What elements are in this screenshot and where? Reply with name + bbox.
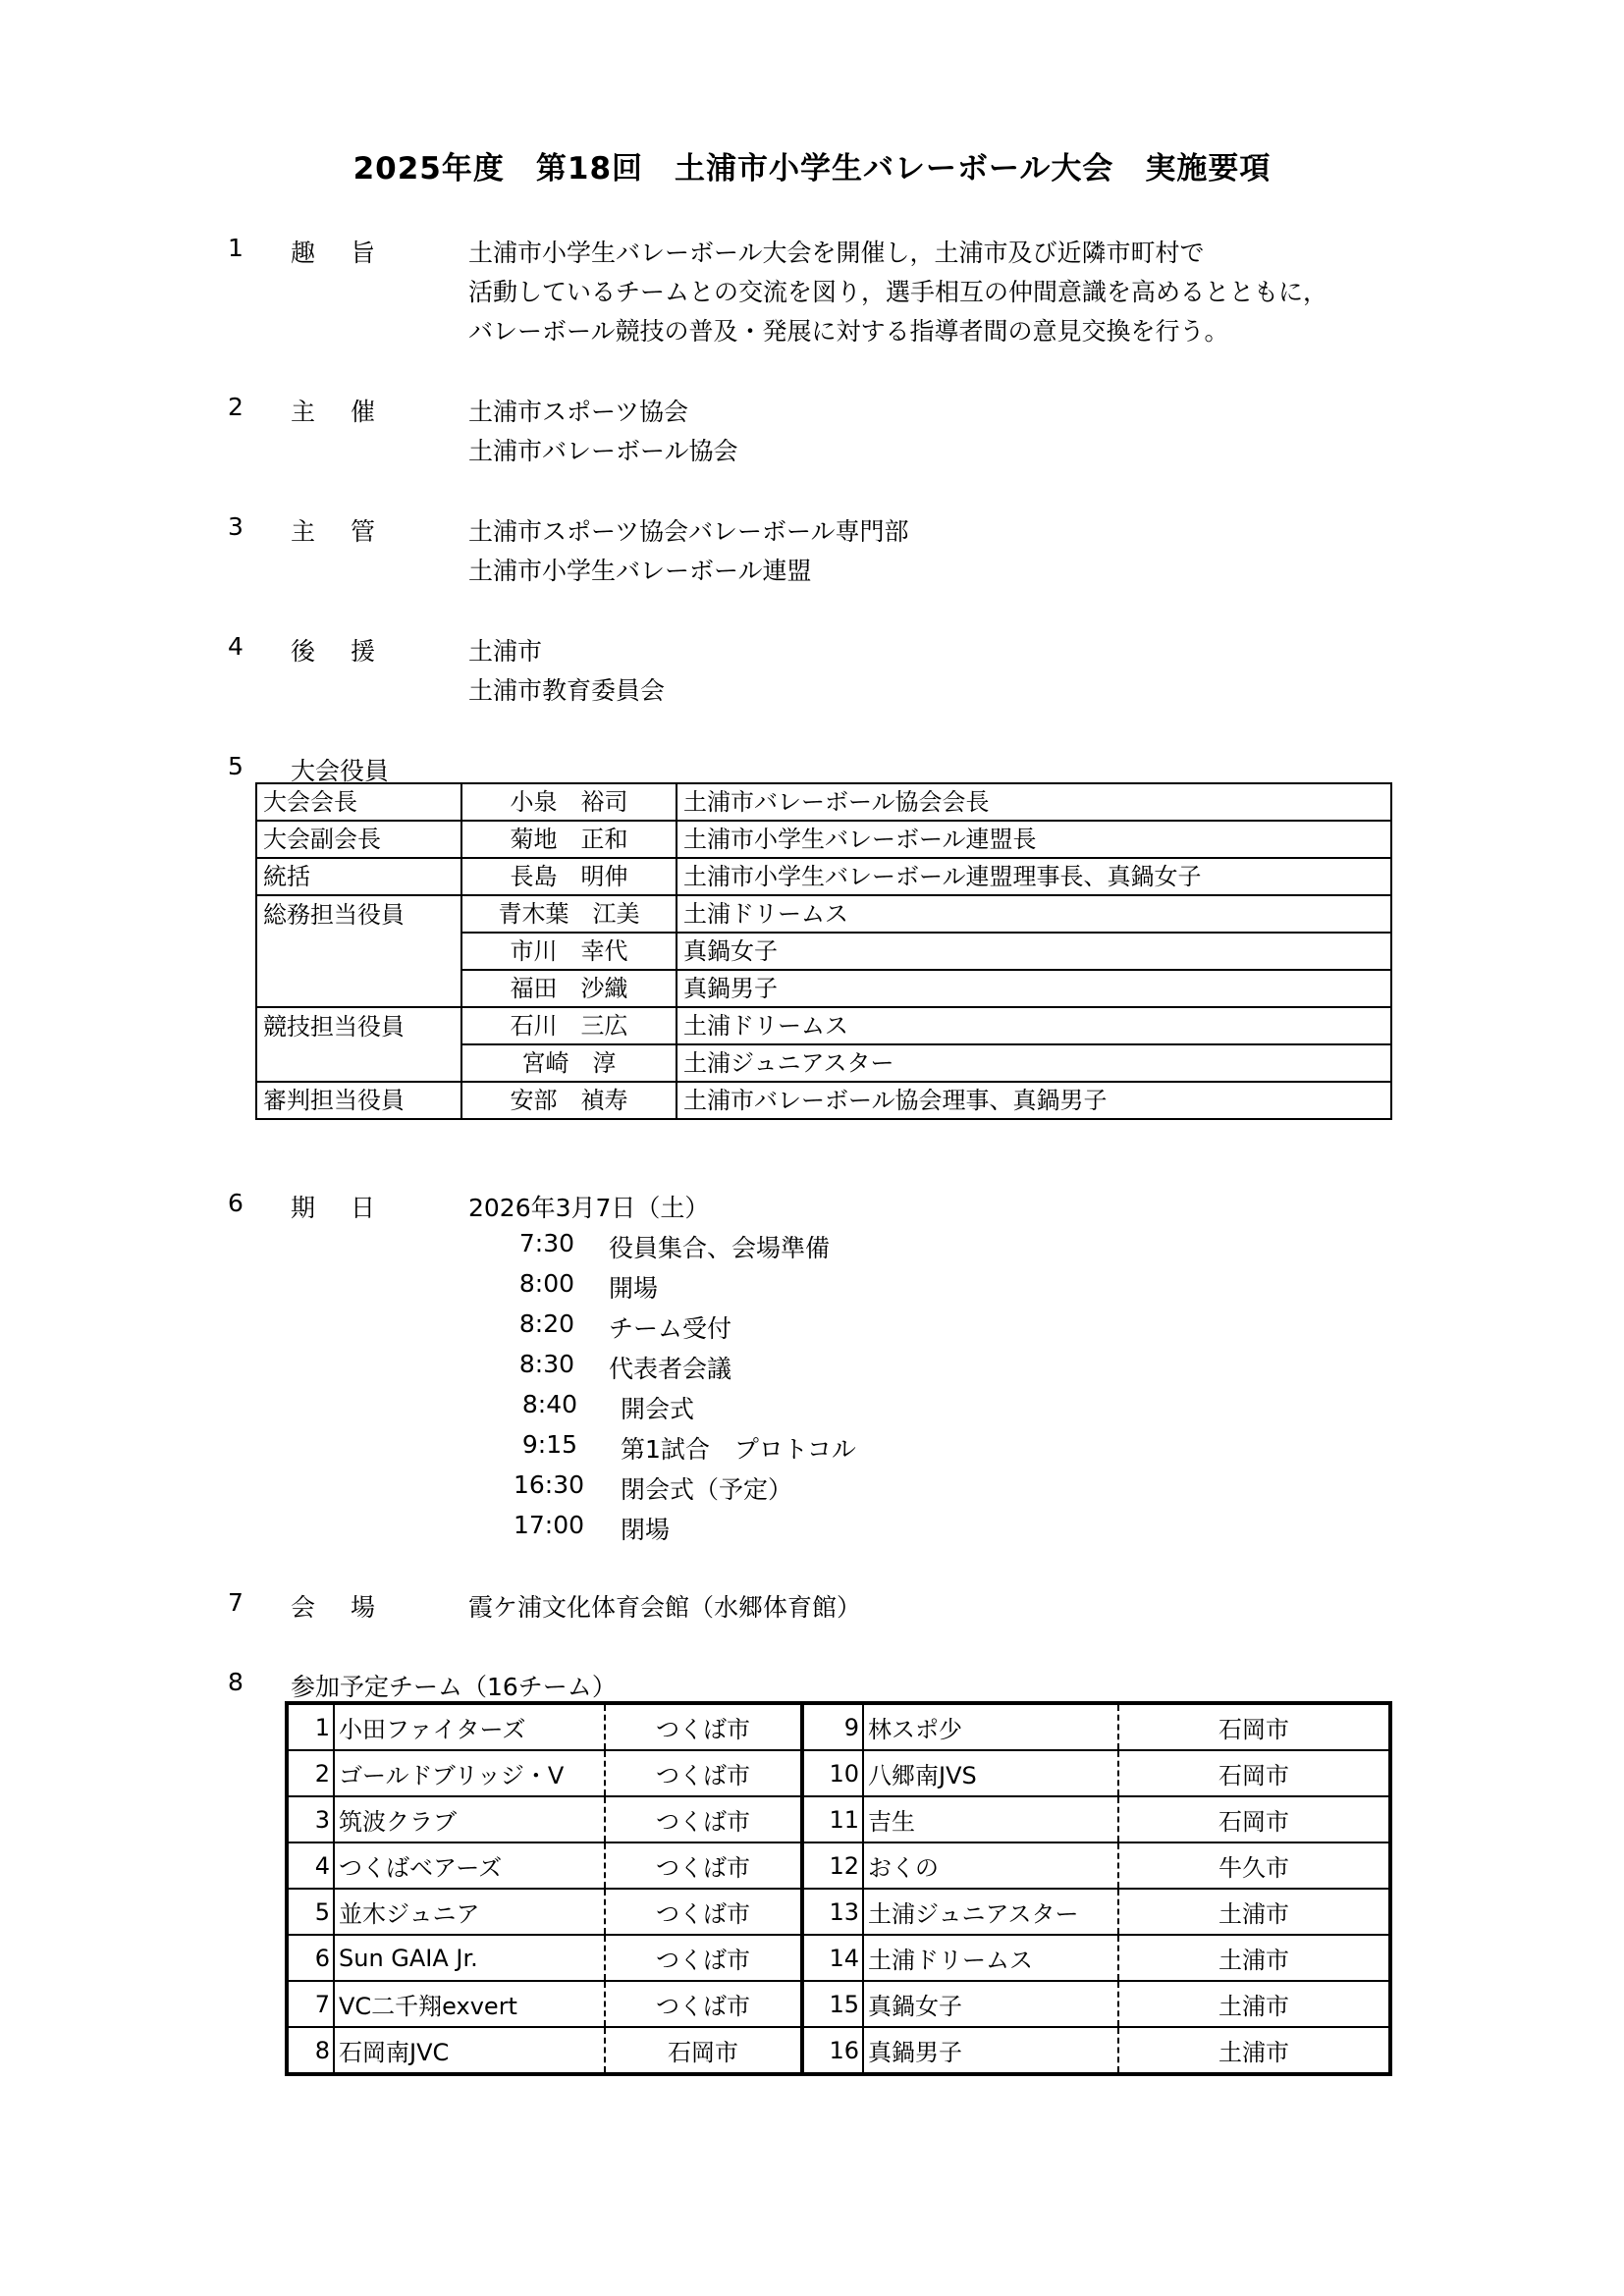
team-city: 土浦市	[1118, 1935, 1390, 1981]
team-name: 土浦ジュニアスター	[863, 1889, 1118, 1935]
schedule-event: 代表者会議	[609, 1355, 732, 1383]
officer-name: 福田 沙織	[461, 970, 677, 1007]
officer-row	[256, 1007, 1391, 1044]
schedule-time: 16:30	[513, 1470, 584, 1499]
schedule-time: 8:40	[521, 1390, 577, 1418]
team-city: 石岡市	[1118, 1796, 1390, 1842]
section-8-heading: 参加予定チーム（16チーム）	[291, 1673, 617, 1701]
schedule-time: 17:00	[513, 1511, 584, 1539]
team-name: 真鍋男子	[863, 2027, 1118, 2074]
officer-name: 小泉 裕司	[461, 783, 677, 821]
team-number: 14	[802, 1935, 863, 1981]
team-number: 11	[802, 1796, 863, 1842]
section-4-heading: 後援	[291, 637, 411, 666]
team-city: 石岡市	[1118, 1703, 1390, 1750]
section-3-number: 3	[228, 512, 244, 541]
section-2-line: 土浦市バレーボール協会	[468, 437, 738, 465]
page-title: 2025年度 第18回 土浦市小学生バレーボール大会 実施要項	[352, 151, 1272, 187]
team-city: つくば市	[605, 1889, 802, 1935]
team-number: 13	[802, 1889, 863, 1935]
officer-row	[256, 821, 1391, 858]
officer-role	[256, 970, 461, 1007]
schedule-time: 8:30	[518, 1350, 574, 1378]
team-name: 並木ジュニア	[334, 1889, 605, 1935]
team-city: 土浦市	[1118, 1889, 1390, 1935]
team-city: つくば市	[605, 1842, 802, 1889]
section-4-line: 土浦市教育委員会	[468, 676, 666, 705]
section-2-heading: 主催	[291, 398, 411, 426]
officer-row	[256, 895, 1391, 933]
officer-name: 菊地 正和	[461, 821, 677, 858]
team-number: 4	[287, 1842, 334, 1889]
officer-role: 審判担当役員	[256, 1082, 461, 1119]
team-name: 小田ファイターズ	[334, 1703, 605, 1750]
officer-role: 大会会長	[256, 783, 461, 821]
team-name: 土浦ドリームス	[863, 1935, 1118, 1981]
officer-name: 市川 幸代	[461, 933, 677, 970]
schedule-event: 閉場	[621, 1516, 671, 1544]
officer-row	[256, 933, 1391, 970]
officer-affiliation: 土浦ドリームス	[677, 1007, 1391, 1044]
officer-row	[256, 858, 1391, 895]
schedule-time: 7:30	[518, 1229, 574, 1257]
officer-affiliation: 土浦市バレーボール協会会長	[677, 783, 1391, 821]
officer-affiliation: 土浦ジュニアスター	[677, 1044, 1391, 1082]
team-row	[287, 1750, 1390, 1796]
officer-row	[256, 783, 1391, 821]
team-city: つくば市	[605, 1750, 802, 1796]
section-2-number: 2	[228, 393, 244, 421]
officer-role	[256, 933, 461, 970]
team-name: 真鍋女子	[863, 1981, 1118, 2027]
team-name: 林スポ少	[863, 1703, 1118, 1750]
team-city: 石岡市	[605, 2027, 802, 2074]
team-name: つくばベアーズ	[334, 1842, 605, 1889]
officer-row	[256, 970, 1391, 1007]
officer-affiliation: 真鍋男子	[677, 970, 1391, 1007]
team-name: VC二千翔exvert	[334, 1981, 605, 2027]
team-number: 6	[287, 1935, 334, 1981]
section-3-line: 土浦市小学生バレーボール連盟	[468, 557, 812, 585]
section-1-line: 活動しているチームとの交流を図り，選手相互の仲間意識を高めるとともに，	[468, 278, 1328, 306]
team-city: 土浦市	[1118, 2027, 1390, 2074]
officer-role: 統括	[256, 858, 461, 895]
schedule-event: 第1試合 プロトコル	[621, 1435, 856, 1464]
team-number: 9	[802, 1703, 863, 1750]
team-number: 15	[802, 1981, 863, 2027]
officer-name: 青木葉 江美	[461, 895, 677, 933]
officer-row	[256, 1044, 1391, 1082]
officer-name: 宮崎 淳	[461, 1044, 677, 1082]
section-5-number: 5	[228, 752, 244, 780]
officer-name: 長島 明伸	[461, 858, 677, 895]
team-number: 10	[802, 1750, 863, 1796]
officer-role: 競技担当役員	[256, 1007, 461, 1044]
team-row	[287, 1889, 1390, 1935]
section-1-number: 1	[228, 234, 244, 262]
section-4-line: 土浦市	[468, 637, 543, 666]
team-number: 12	[802, 1842, 863, 1889]
team-name: 石岡南JVC	[334, 2027, 605, 2074]
schedule-time: 9:15	[521, 1430, 577, 1459]
team-row	[287, 1935, 1390, 1981]
section-1-line: 土浦市小学生バレーボール大会を開催し，土浦市及び近隣市町村で	[468, 239, 1205, 267]
team-name: 八郷南JVS	[863, 1750, 1118, 1796]
officer-affiliation: 土浦市バレーボール協会理事、真鍋男子	[677, 1082, 1391, 1119]
team-city: つくば市	[605, 1796, 802, 1842]
schedule-event: 閉会式（予定）	[621, 1475, 793, 1504]
team-name: おくの	[863, 1842, 1118, 1889]
team-number: 8	[287, 2027, 334, 2074]
team-number: 16	[802, 2027, 863, 2074]
officer-affiliation: 真鍋女子	[677, 933, 1391, 970]
section-2-line: 土浦市スポーツ協会	[468, 398, 689, 426]
section-3-heading: 主管	[291, 517, 411, 546]
team-name: ゴールドブリッジ・V	[334, 1750, 605, 1796]
officer-affiliation: 土浦市小学生バレーボール連盟長	[677, 821, 1391, 858]
officer-name: 安部 禎寿	[461, 1082, 677, 1119]
officer-row	[256, 1082, 1391, 1119]
section-1-heading: 趣旨	[291, 239, 411, 267]
team-city: 土浦市	[1118, 1981, 1390, 2027]
officer-role: 総務担当役員	[256, 895, 461, 933]
officer-role: 大会副会長	[256, 821, 461, 858]
section-7-number: 7	[228, 1588, 244, 1617]
section-3-line: 土浦市スポーツ協会バレーボール専門部	[468, 517, 909, 546]
schedule-event: 役員集合、会場準備	[609, 1234, 831, 1262]
section-4-number: 4	[228, 632, 244, 661]
schedule-event: チーム受付	[609, 1314, 732, 1343]
section-1-line: バレーボール競技の普及・発展に対する指導者間の意見交換を行う。	[468, 317, 1229, 346]
team-name: Sun GAIA Jr.	[334, 1935, 605, 1981]
section-6-number: 6	[228, 1189, 244, 1217]
section-6-heading: 期日	[291, 1194, 411, 1222]
team-row	[287, 1796, 1390, 1842]
event-date: 2026年3月7日（土）	[468, 1194, 710, 1222]
schedule-event: 開場	[609, 1274, 659, 1303]
team-name: 筑波クラブ	[334, 1796, 605, 1842]
schedule-time: 8:20	[518, 1309, 574, 1338]
team-number: 1	[287, 1703, 334, 1750]
section-5-heading: 大会役員	[291, 757, 390, 785]
team-row	[287, 2027, 1390, 2074]
officer-affiliation: 土浦ドリームス	[677, 895, 1391, 933]
officer-name: 石川 三広	[461, 1007, 677, 1044]
team-number: 7	[287, 1981, 334, 2027]
venue: 霞ケ浦文化体育会館（水郷体育館）	[468, 1593, 862, 1622]
team-city: つくば市	[605, 1935, 802, 1981]
section-7-heading: 会場	[291, 1593, 411, 1622]
schedule-time: 8:00	[518, 1269, 574, 1298]
officers-table	[255, 782, 1392, 1120]
team-city: つくば市	[605, 1981, 802, 2027]
team-row	[287, 1981, 1390, 2027]
team-number: 2	[287, 1750, 334, 1796]
officer-role	[256, 1044, 461, 1082]
team-city: 牛久市	[1118, 1842, 1390, 1889]
team-name: 吉生	[863, 1796, 1118, 1842]
team-city: つくば市	[605, 1703, 802, 1750]
officer-affiliation: 土浦市小学生バレーボール連盟理事長、真鍋女子	[677, 858, 1391, 895]
team-city: 石岡市	[1118, 1750, 1390, 1796]
team-row	[287, 1703, 1390, 1750]
team-number: 5	[287, 1889, 334, 1935]
section-8-number: 8	[228, 1668, 244, 1696]
team-row	[287, 1842, 1390, 1889]
team-number: 3	[287, 1796, 334, 1842]
schedule-event: 開会式	[621, 1395, 695, 1423]
teams-table	[285, 1701, 1392, 2076]
